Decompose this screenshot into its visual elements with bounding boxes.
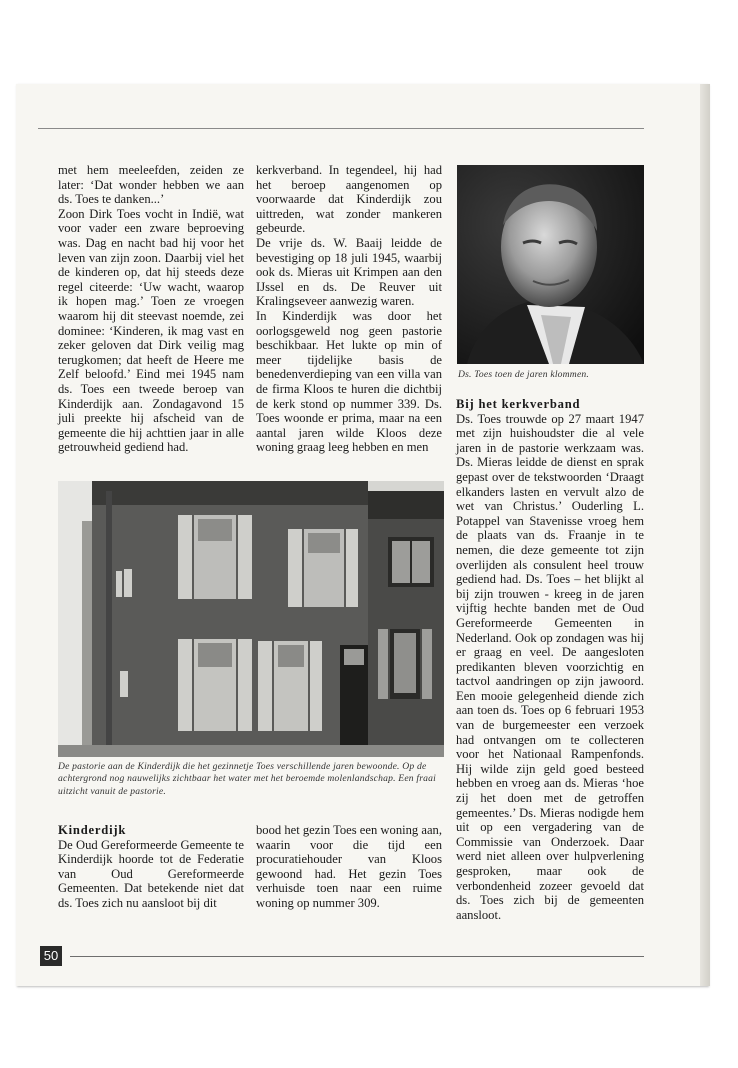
paragraph: De Oud Gereformeerde Gemeente te Kinderdijk hoorde tot de Federatie van Oud Gereformeerde Gemeenten. Dat betekende niet dat ds. Toes zich nu aansloot bij dit (58, 837, 244, 910)
footer-rule (70, 956, 644, 957)
page-number: 50 (40, 946, 62, 966)
house-illustration (58, 481, 444, 757)
portrait-photo (457, 165, 644, 364)
paragraph: met hem meeleefden, zeiden ze later: ‘Dat wonder hebben we aan ds. Toes te danken...’ (58, 163, 244, 207)
text-column-1 (58, 163, 244, 455)
portrait-caption: Ds. Toes toen de jaren klommen. (458, 369, 589, 380)
paragraph: kerkverband. In tegendeel, hij had het beroep aangenomen op voorwaarde dat Kinderdijk zou uittreden, wat zonder mankeren gebeurde. (256, 163, 442, 236)
paragraph: Zoon Dirk Toes vocht in Indië, wat voor vader een zware beproeving was. Dag en nacht bad hij voor het leven van zijn zoon. Daarbij viel het de kinderen op, dat hij steeds deze regel citeerde: ‘Uw wacht, waarop ik hopen mag.’ Toen ze vroegen waarom hij dit steevast noemde, zei dominee: ‘Kinderen, ik mag vast en zeker geloven dat Dirk veilig mag terugkomen; dat heeft de Heere me Zelf beloofd.’ Eind mei 1945 nam ds. Toes een tweede beroep van Kinderdijk aan. Zondagavond 15 juli preekte hij afscheid van de gemeente die hij achttien jaar in alle getrouwheid gediend had. (58, 206, 244, 455)
text-column-5 (256, 823, 442, 911)
house-photo (58, 481, 444, 757)
header-rule (38, 128, 644, 129)
paragraph: De vrije ds. W. Baaij leidde de bevestiging op 18 juli 1945, waarbij ook ds. Mieras uit Krimpen aan den IJssel en ds. De Reuver uit Kralingseveer aanwezig waren. (256, 235, 442, 309)
text-column-3 (456, 397, 644, 922)
text-column-4 (58, 823, 244, 911)
section-heading: Bij het kerkverband (456, 397, 581, 411)
paragraph: Ds. Toes trouwde op 27 maart 1947 met zijn huishoudster die al vele jaren in de pastorie werkzaam was. Ds. Mieras leidde de dienst en sprak gepast over de tekstwoorden ‘Draagt elkanders lasten en vervult alzo de wet van Christus.’ Ouderling L. Potappel van Stavenisse vroeg hem de plaats van ds. Fraanje in te nemen, die deze gemeente tot zijn overlijden als consulent heel trouw gediend had. Ds. Toes – het blijkt al bij zijn trouwen - kreeg in de jaren vijftig hechte banden met de Oud Gereformeerde Gemeenten in Nederland. Ook op zondagen was hij er graag en veel. De aangesloten predikanten bleven voorzichtig en tactvol aandringen op zijn jawoord. Een mooie gelegenheid diende zich aan toen ds. Toes op 6 februari 1953 van de burgemeester een verzoek had ontvangen om te collecteren voor het Nationaal Rampenfonds. Hij wilde zijn geld goed besteed hebben en vroeg aan ds. Mieras ‘hoe zij het doen met de getroffen gemeentes.’ Ds. Mieras nodigde hem uit op een vergadering van de Commissie van Onderzoek. Daar werd niet alleen over hulpverlening gesproken, maar ook de verbondenheid zozeer gevoeld dat ds. Toes zich bij de gemeenten aansloot. (456, 411, 644, 922)
paragraph: In Kinderdijk was door het oorlogsgeweld nog geen pastorie beschikbaar. Het lukte op min of meer tijdelijke basis de benedenverdieping van een villa van de firma Kloos te huren die dichtbij de kerk stond op nummer 339. Ds. Toes woonde er prima, maar na een aantal jaren wilde Kloos deze woning graag leeg hebben en men (256, 308, 442, 455)
section-heading: Kinderdijk (58, 823, 127, 837)
paragraph: bood het gezin Toes een woning aan, waarin voor die tijd een procuratiehouder van Kloos gewoond had. Het gezin Toes verhuisde toen naar een ruime woning op nummer 309. (256, 823, 442, 910)
house-caption: De pastorie aan de Kinderdijk die het gezinnetje Toes verschillende jaren bewoonde. Op de achtergrond nog nauwelijks zichtbaar het water met het beroemde molenlandschap. Een fraai uitzicht vanuit de pastorie. (58, 761, 437, 797)
page-fold-shadow (700, 84, 710, 986)
text-column-2 (256, 163, 442, 455)
portrait-illustration (457, 165, 644, 364)
